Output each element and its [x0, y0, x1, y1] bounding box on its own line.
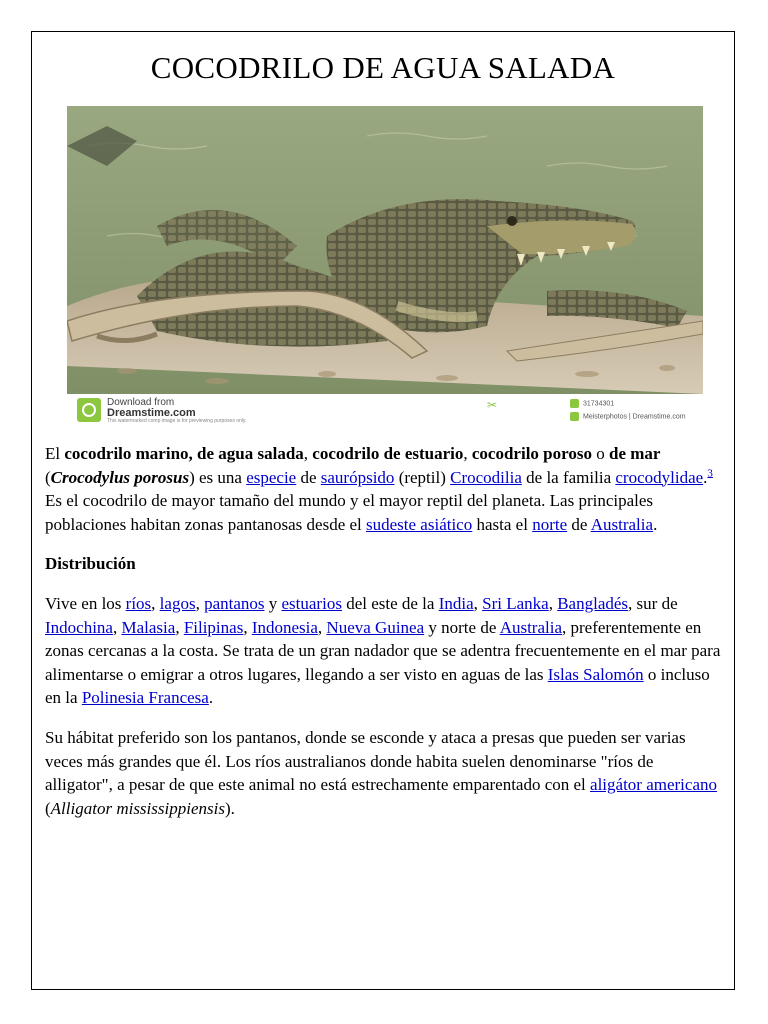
watermark-line1: Download from: [107, 397, 175, 408]
link-australia[interactable]: Australia: [590, 514, 654, 534]
article-body: [45, 442, 721, 836]
dreamstime-logo-icon: [77, 398, 101, 422]
link-sauropsido[interactable]: saurópsido: [320, 467, 395, 487]
link-lagos[interactable]: lagos: [159, 593, 196, 613]
link-sri-lanka[interactable]: Sri Lanka: [482, 593, 549, 613]
distribution-paragraph: Vive en los ríos, lagos, pantanos y estuarios del este de la India, Sri Lanka, Bangladés, sur de Indochina, Malasia, Filipinas, Indonesia, Nueva Guinea y norte de Australia, preferentemente en zonas cercanas a la costa. Se trata de un gran nadador que se adentra frecuentemente en el mar para alimentarse o emigrar a otros lugares, llegando a ser visto en aguas de las Islas Salomón o incluso en la Polinesia Francesa.: [45, 593, 721, 708]
link-pantanos[interactable]: pantanos: [204, 593, 265, 613]
link-especie[interactable]: especie: [246, 467, 297, 487]
watermark-credit: Meisterphotos | Dreamstime.com: [583, 413, 686, 421]
document-title: COCODRILO DE AGUA SALADA: [150, 50, 616, 85]
watermark-id-row: [570, 399, 614, 408]
watermark-line2: Dreamstime.com: [107, 407, 196, 419]
intro-paragraph: El cocodrilo marino, de agua salada, cocodrilo de estuario, cocodrilo poroso o de mar (Crocodylus porosus) es una especie de saurópsido (reptil) Crocodilia de la familia crocodylidae.$^3$ Es el cocodrilo de mayor tamaño del mundo y el mayor reptil del planeta. Las principales poblaciones habitan zonas pantanosas desde el sudeste asiático hasta el norte de Australia.: [45, 444, 713, 534]
crocodile-illustration: [67, 106, 703, 426]
watermark-id: 31734301: [583, 400, 615, 408]
link-australia-2[interactable]: Australia: [499, 617, 563, 637]
link-india[interactable]: India: [438, 593, 474, 613]
scissors-icon: ✂: [487, 398, 498, 412]
document-page: [31, 31, 735, 990]
link-estuarios[interactable]: estuarios: [281, 593, 342, 613]
link-banglades[interactable]: Bangladés: [557, 593, 629, 613]
link-crocodylidae[interactable]: crocodylidae: [615, 467, 704, 487]
link-crocodilia[interactable]: Crocodilia: [450, 467, 522, 487]
link-aligator-americano[interactable]: aligátor americano: [590, 775, 717, 795]
link-indochina[interactable]: Indochina: [45, 617, 113, 637]
watermark-bar: [67, 394, 703, 426]
crocodile-photo: [67, 106, 703, 426]
id-icon: [570, 399, 579, 408]
link-indonesia[interactable]: Indonesia: [251, 617, 318, 637]
reference-link[interactable]: 3: [707, 466, 713, 479]
link-polinesia-francesa[interactable]: Polinesia Francesa: [81, 688, 209, 708]
link-sudeste-asiatico[interactable]: sudeste asiático: [366, 514, 473, 534]
link-filipinas[interactable]: Filipinas: [183, 617, 244, 637]
watermark-credit-row: [570, 412, 686, 421]
link-islas-salomon[interactable]: Islas Salomón: [547, 664, 644, 684]
watermark-line3: This watermarked comp image is for previewing purposes only.: [107, 418, 247, 424]
link-rios[interactable]: ríos: [125, 593, 152, 613]
link-norte[interactable]: norte: [532, 514, 568, 534]
section-heading: Distribución: [45, 554, 136, 574]
link-nueva-guinea[interactable]: Nueva Guinea: [326, 617, 425, 637]
habitat-paragraph: Su hábitat preferido son los pantanos, donde se esconde y ataca a presas que pueden ser varias veces más grandes que él. Los ríos australianos donde habita suelen denominarse "ríos de alligator", a pesar de que este animal no está estrechamente emparentado con el aligátor americano (Alligator mississippiensis).: [45, 727, 717, 818]
link-malasia[interactable]: Malasia: [121, 617, 176, 637]
camera-icon: [570, 412, 579, 421]
